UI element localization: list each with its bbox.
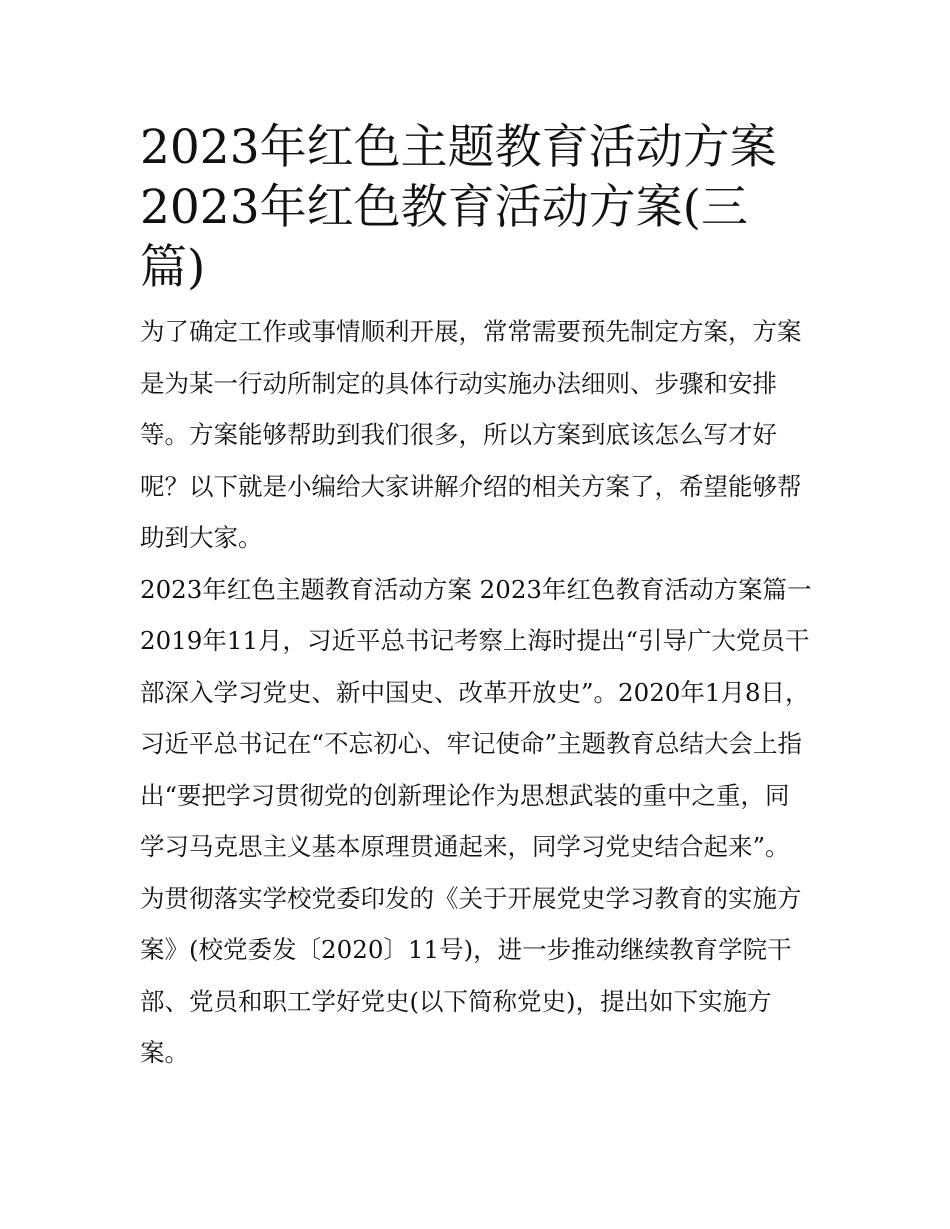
- body-paragraph: 2019年11月，习近平总书记考察上海时提出“引导广大党员干部深入学习党史、新中国史、改革开放史”。2020年1月8日，习近平总书记在“不忘初心、牢记使命”主题教育总结大会上指出“要把学习贯彻党的创新理论作为思想武装的重中之重，同学习马克思主义基本原理贯通起来，同学习党史结合起来”。为贯彻落实学校党委印发的《关于开展党史学习教育的实施方案》(校党委发〔2020〕11号)，进一步推动继续教育学院干部、党员和职工学好党史(以下简称党史)，提出如下实施方案。: [140, 626, 810, 1067]
- intro-paragraph: 为了确定工作或事情顺利开展，常常需要预先制定方案，方案是为某一行动所制定的具体行动实施办法细则、步骤和安排等。方案能够帮助到我们很多，所以方案到底该怎么写才好呢？以下就是小编给大家讲解介绍的相关方案了，希望能够帮助到大家。: [140, 317, 802, 552]
- document-page: [140, 118, 812, 1079]
- document-title: 2023年红色主题教育活动方案 2023年红色教育活动方案(三篇): [140, 120, 777, 295]
- section-heading: 2023年红色主题教育活动方案 2023年红色教育活动方案篇一: [140, 574, 812, 604]
